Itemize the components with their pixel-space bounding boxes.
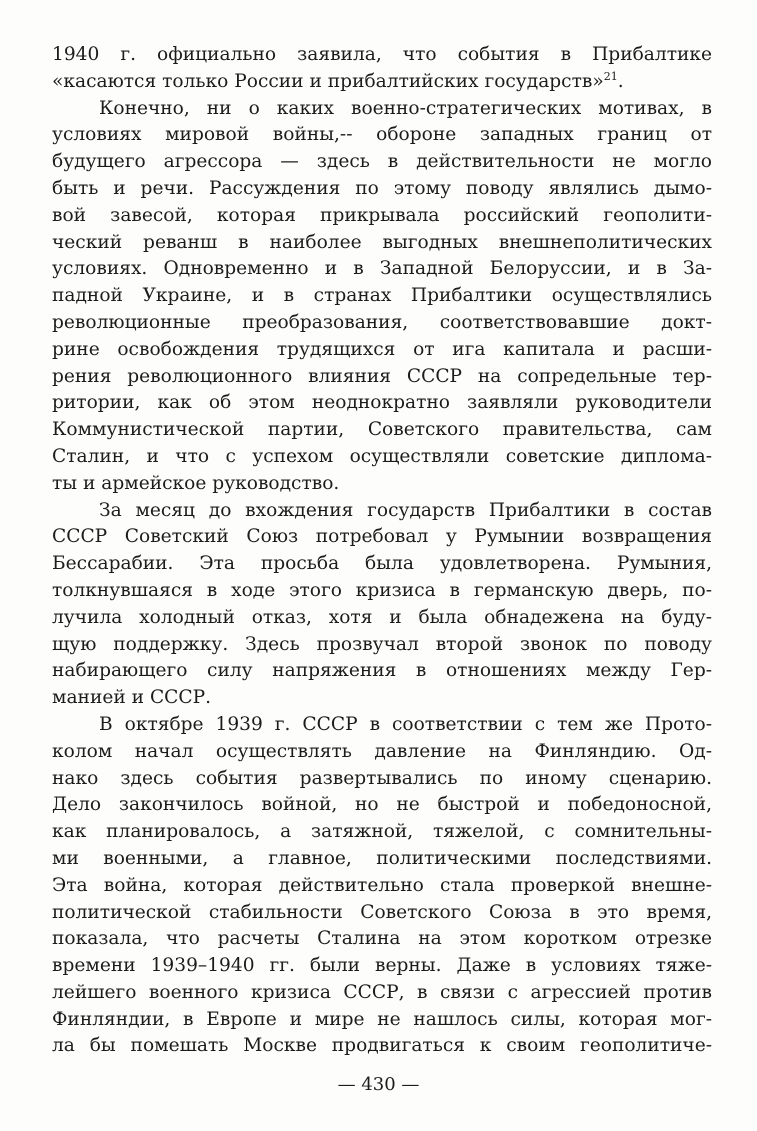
text-line — [52, 122, 712, 149]
text-line-content: За месяц до вхождения государств Прибалтики в состав — [99, 499, 712, 521]
text-line — [52, 176, 712, 203]
text-line-content: 1940 г. официально заявила, что события в Прибалтике — [52, 44, 712, 65]
text-line — [52, 739, 712, 766]
text-line-content: Эта война, которая действительно стала проверкой внешне- — [52, 874, 712, 896]
footnote-reference: 21 — [603, 69, 618, 83]
text-line — [52, 283, 712, 310]
text-line — [52, 149, 712, 176]
text-line-content: толкнувшаяся в ходе этого кризиса в германскую дверь, по- — [52, 579, 712, 601]
text-line-content: рине освобождения трудящихся от ига капитала и расши- — [52, 338, 712, 360]
text-line — [52, 96, 712, 123]
text-line — [52, 417, 712, 444]
text-line — [52, 551, 712, 578]
page-body — [52, 42, 712, 1060]
text-line — [52, 846, 712, 873]
text-line — [52, 685, 712, 712]
text-line — [52, 792, 712, 819]
text-line — [52, 42, 712, 69]
text-line-content: В октябре 1939 г. СССР в соответствии с тем же Прото- — [99, 713, 712, 735]
text-line-content: лейшего военного кризиса СССР, в связи с агрессией против — [52, 981, 712, 1003]
text-line-content: манией и СССР. — [52, 687, 212, 709]
text-line — [52, 632, 712, 659]
text-line — [52, 658, 712, 685]
text-line-content: показала, что расчеты Сталина на этом коротком отрезке — [52, 928, 712, 950]
text-line-content: революционные преобразования, соответствовавшие докт- — [52, 311, 712, 333]
text-line — [52, 471, 712, 498]
text-line — [52, 256, 712, 283]
text-line-content: нако здесь события развертывались по иному сценарию. — [52, 767, 712, 789]
text-line-content: ла бы помешать Москве продвигаться к своим геополитиче- — [52, 1035, 712, 1057]
text-line-content: рения революционного влияния СССР на сопредельные тер- — [52, 365, 712, 387]
text-line-content: набирающего силу напряжения в отношениях между Гер- — [52, 660, 712, 682]
text-line-content: ческий реванш в наиболее выгодных внешнеполитических — [52, 231, 712, 253]
text-line-content: ми военными, а главное, политическими последствиями. — [52, 847, 712, 869]
text-line — [52, 712, 712, 739]
text-line-content: ты и армейское руководство. — [52, 472, 340, 494]
text-line — [52, 605, 712, 632]
text-line — [52, 390, 712, 417]
text-line — [52, 337, 712, 364]
text-line — [52, 1007, 712, 1034]
text-line-content: Дело закончилось войной, но не быстрой и победоносной, — [52, 794, 712, 816]
text-line — [52, 873, 712, 900]
text-line — [52, 578, 712, 605]
text-line-content: Сталин, и что с успехом осуществляли советские диплома- — [52, 445, 712, 467]
text-line — [52, 953, 712, 980]
text-line-content: щую поддержку. Здесь прозвучал второй звонок по поводу — [52, 633, 712, 655]
text-line-content: лучила холодный отказ, хотя и была обнадежена на буду- — [52, 606, 712, 628]
text-line-content: времени 1939–1940 гг. были верны. Даже в условиях тяже- — [52, 955, 712, 977]
text-line-content: Коммунистической партии, Советского правительства, сам — [52, 419, 712, 441]
text-line-content: условиях мировой войны,-- обороне западных границ от — [52, 124, 712, 146]
text-line-content: условиях. Одновременно и в Западной Белоруссии, и в За- — [52, 258, 712, 280]
text-line-content: «касаются только России и прибалтийских государств» — [52, 70, 604, 92]
text-line-content: вой завесой, которая прикрывала российский геополити- — [52, 204, 712, 226]
text-line — [52, 926, 712, 953]
text-line-content: как планировалось, а затяжной, тяжелой, с сомнительны- — [52, 821, 712, 843]
text-line — [52, 230, 712, 257]
text-line — [52, 203, 712, 230]
text-line-content: быть и речи. Рассуждения по этому поводу являлись дымо- — [52, 177, 712, 199]
text-line-content: политической стабильности Советского Союза в это время, — [52, 901, 712, 923]
text-line-content: падной Украине, и в странах Прибалтики осуществлялись — [52, 285, 712, 307]
text-line — [52, 1033, 712, 1060]
text-line — [52, 980, 712, 1007]
text-line — [52, 524, 712, 551]
text-line-content: Финляндии, в Европе и мире не нашлось силы, которая мог- — [52, 1008, 712, 1030]
text-line — [52, 364, 712, 391]
text-line-content: Конечно, ни о каких военно-стратегических мотивах, в — [99, 97, 712, 119]
text-line — [52, 900, 712, 927]
text-line-content: Бессарабии. Эта просьба была удовлетворена. Румыния, — [52, 553, 712, 575]
text-line-content: ритории, как об этом неоднократно заявляли руководители — [52, 392, 712, 414]
text-line — [52, 69, 712, 96]
text-line — [52, 819, 712, 846]
text-line — [52, 444, 712, 471]
trailing-punctuation: . — [617, 70, 624, 92]
text-line-content: СССР Советский Союз потребовал у Румынии возвращения — [52, 526, 712, 548]
text-line-content: будущего агрессора — здесь в действительности не могло — [52, 151, 712, 173]
text-line-content: колом начал осуществлять давление на Финляндию. Од- — [52, 740, 712, 762]
page-number: — 430 — — [337, 1074, 420, 1095]
text-line — [52, 766, 712, 793]
text-line — [52, 310, 712, 337]
text-line — [52, 498, 712, 525]
